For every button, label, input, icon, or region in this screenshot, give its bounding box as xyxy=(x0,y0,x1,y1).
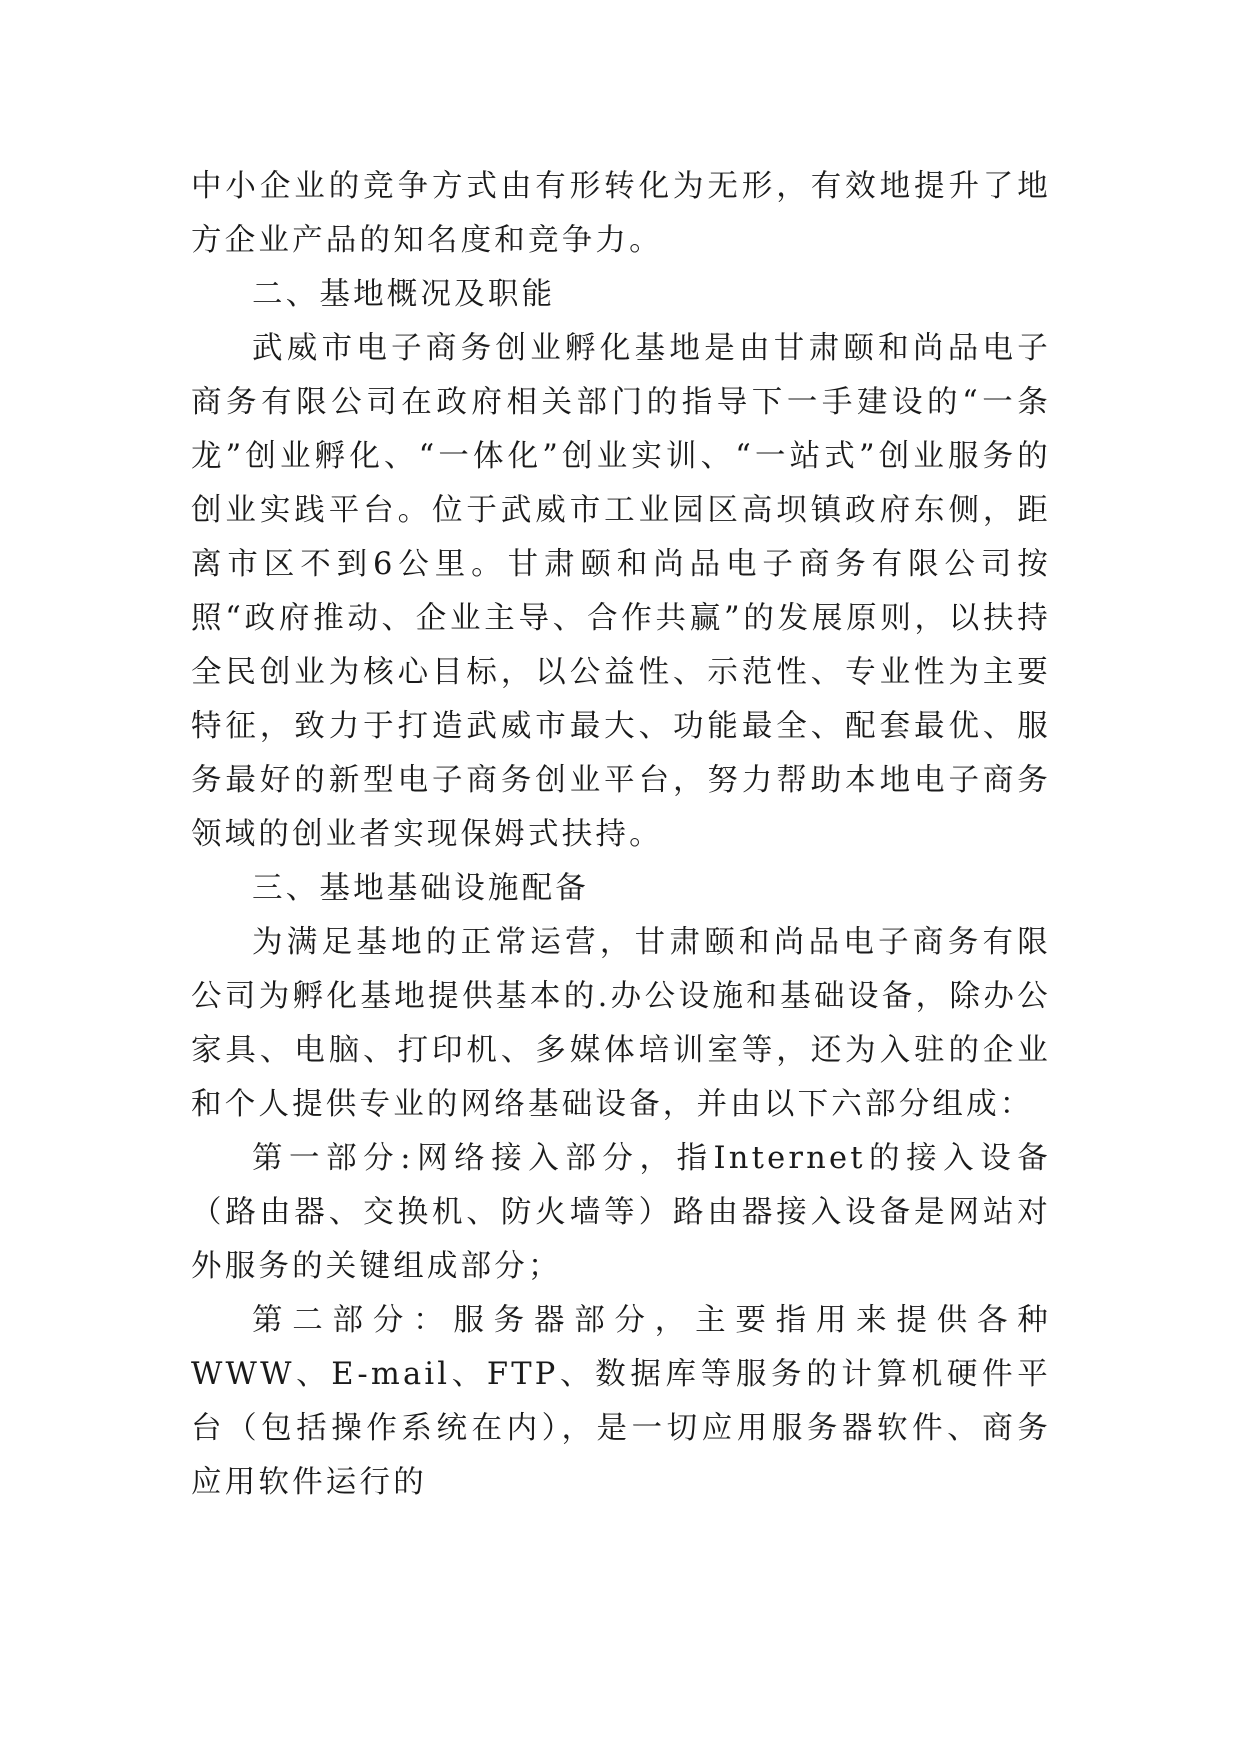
section-heading-base-overview: 二、基地概况及职能 xyxy=(252,277,556,312)
paragraph-intro-continuation: 中小企业的竞争方式由有形转化为无形，有效地提升了地方企业产品的知名度和竞争力。 xyxy=(191,169,1051,258)
paragraph-part-two: 第二部分：服务器部分，主要指用来提供各种WWW、E-mail、FTP、数据库等服务的计算机硬件平台（包括操作系统在内），是一切应用服务器软件、商务应用软件运行的 xyxy=(191,1303,1051,1500)
paragraph-infrastructure: 为满足基地的正常运营，甘肃颐和尚品电子商务有限公司为孵化基地提供基本的.办公设施和基础设备，除办公家具、电脑、打印机、多媒体培训室等，还为入驻的企业和个人提供专业的网络基础设备，并由以下六部分组成： xyxy=(191,925,1051,1122)
paragraph-base-overview: 武威市电子商务创业孵化基地是由甘肃颐和尚品电子商务有限公司在政府相关部门的指导下一手建设的“一条龙”创业孵化、“一体化”创业实训、“一站式”创业服务的创业实践平台。位于武威市工业园区高坝镇政府东侧，距离市区不到6公里。甘肃颐和尚品电子商务有限公司按照“政府推动、企业主导、合作共赢”的发展原则，以扶持全民创业为核心目标，以公益性、示范性、专业性为主要特征，致力于打造武威市最大、功能最全、配套最优、服务最好的新型电子商务创业平台，努力帮助本地电子商务领域的创业者实现保姆式扶持。 xyxy=(191,331,1051,852)
paragraph-part-one: 第一部分:网络接入部分，指Internet的接入设备（路由器、交换机、防火墙等）路由器接入设备是网站对外服务的关键组成部分； xyxy=(191,1141,1051,1284)
section-heading-infrastructure: 三、基地基础设施配备 xyxy=(252,871,589,906)
document-body xyxy=(191,160,1051,1510)
